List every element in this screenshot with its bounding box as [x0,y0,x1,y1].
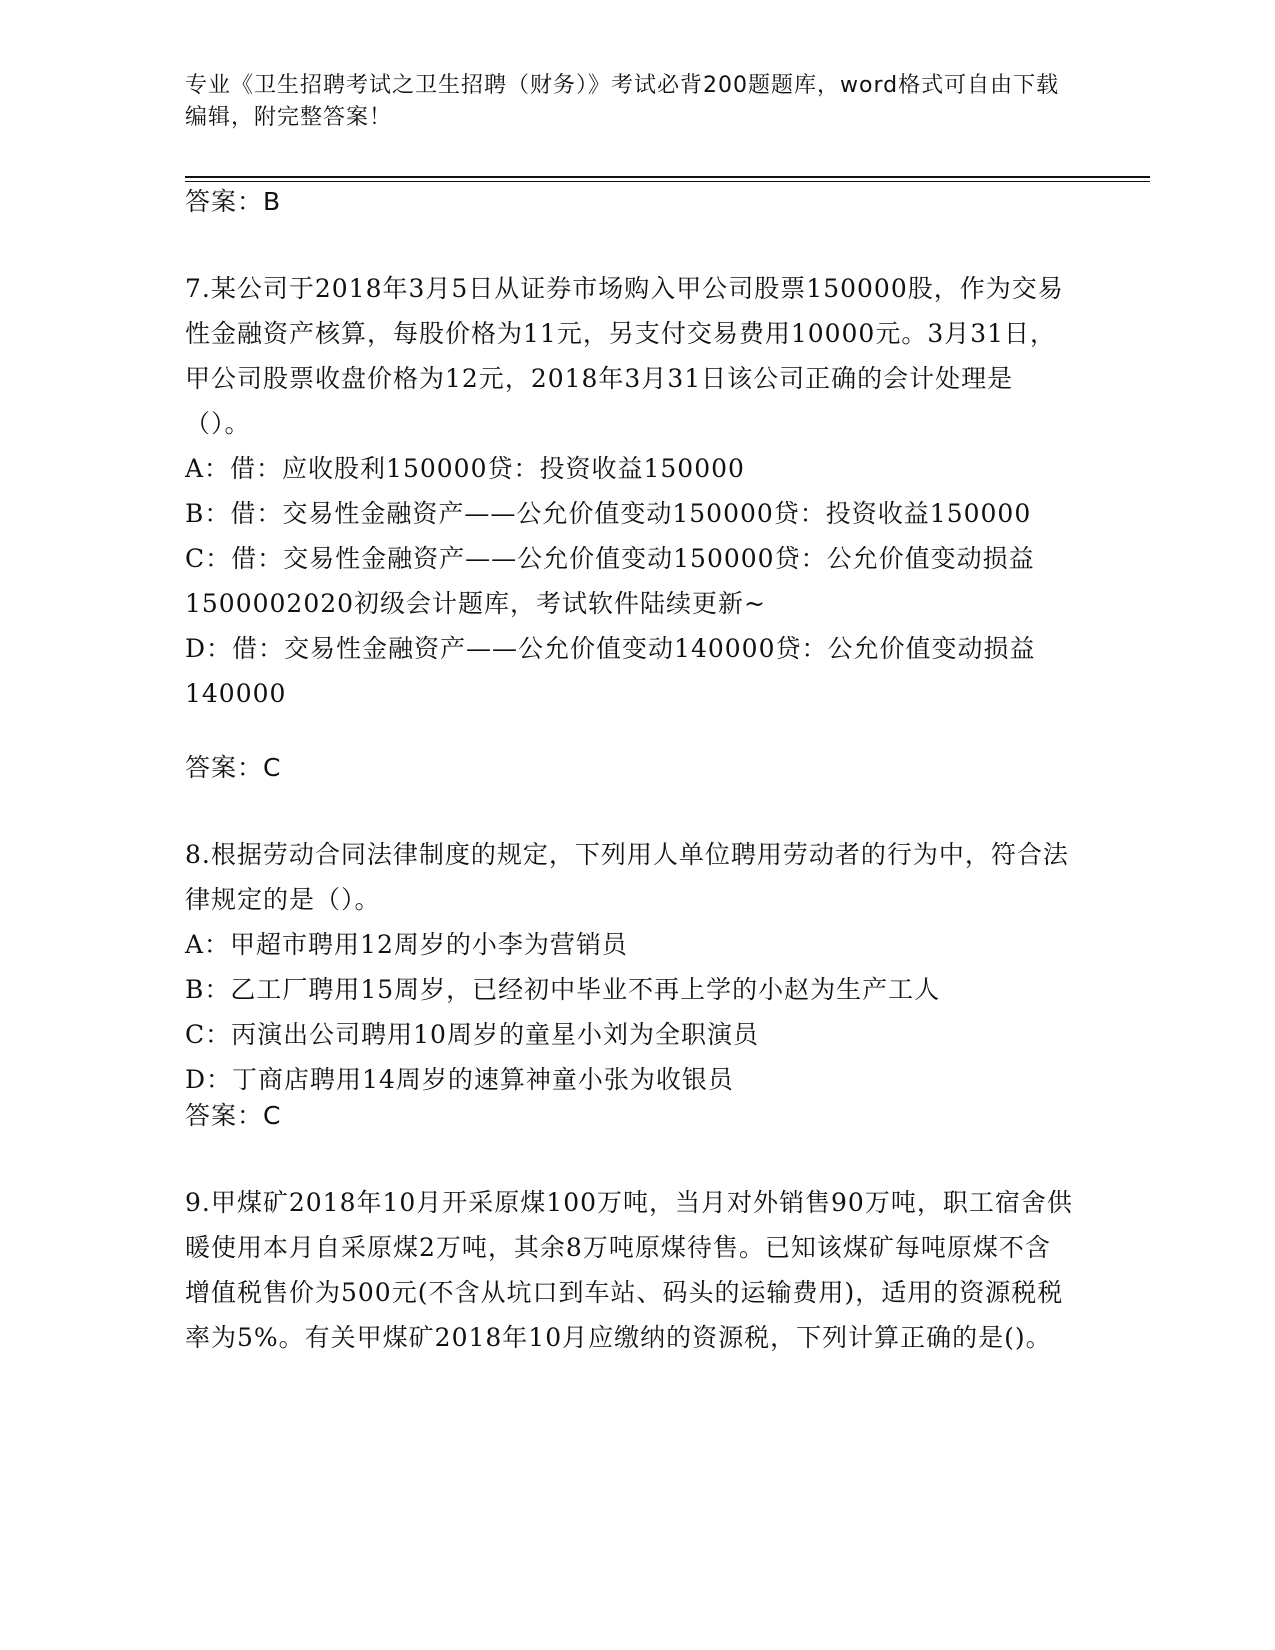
question-7-stem: 7.某公司于2018年3月5日从证券市场购入甲公司股票150000股，作为交易性金融资产核算，每股价格为11元，另支付交易费用10000元。3月31日，甲公司股票收盘价格为12元，2018年3月31日该公司正确的会计处理是（）。 [185,274,1064,438]
answer-q6: 答案：B [185,187,282,216]
question-8-option-b: B：乙工厂聘用15周岁，已经初中毕业不再上学的小赵为生产工人 [185,975,941,1004]
question-7-option-b: B：借：交易性金融资产——公允价值变动150000贷：投资收益150000 [185,499,1032,528]
question-8-option-a: A：甲超市聘用12周岁的小李为营销员 [185,930,628,959]
question-7-option-c: C：借：交易性金融资产——公允价值变动150000贷：公允价值变动损益1500002020初级会计题库，考试软件陆续更新~ [185,544,1035,618]
answer-q8: 答案：C [185,1101,282,1130]
question-9-stem: 9.甲煤矿2018年10月开采原煤100万吨，当月对外销售90万吨，职工宿舍供暖使用本月自采原煤2万吨，其余8万吨原煤待售。已知该煤矿每吨原煤不含增值税售价为500元(不含从坑口到车站、码头的运输费用)，适用的资源税税率为5%。有关甲煤矿2018年10月应缴纳的资源税，下列计算正确的是()。 [185,1188,1073,1352]
question-7-option-d: D：借：交易性金融资产——公允价值变动140000贷：公允价值变动损益140000 [185,634,1036,708]
question-7-option-a: A：借：应收股利150000贷：投资收益150000 [185,454,745,483]
document-header: 专业《卫生招聘考试之卫生招聘（财务）》考试必背200题题库，word格式可自由下载编辑，附完整答案！ [185,73,1060,130]
header-divider-thick [185,176,1150,178]
question-8 [185,832,1075,1102]
question-8-option-d: D：丁商店聘用14周岁的速算神童小张为收银员 [185,1065,734,1094]
question-8-option-c: C：丙演出公司聘用10周岁的童星小刘为全职演员 [185,1020,759,1049]
header-divider-thin [185,181,1150,182]
question-7 [185,266,1075,716]
answer-q7: 答案：C [185,753,282,782]
question-8-stem: 8.根据劳动合同法律制度的规定，下列用人单位聘用劳动者的行为中，符合法律规定的是（）。 [185,840,1069,914]
question-9 [185,1180,1075,1360]
